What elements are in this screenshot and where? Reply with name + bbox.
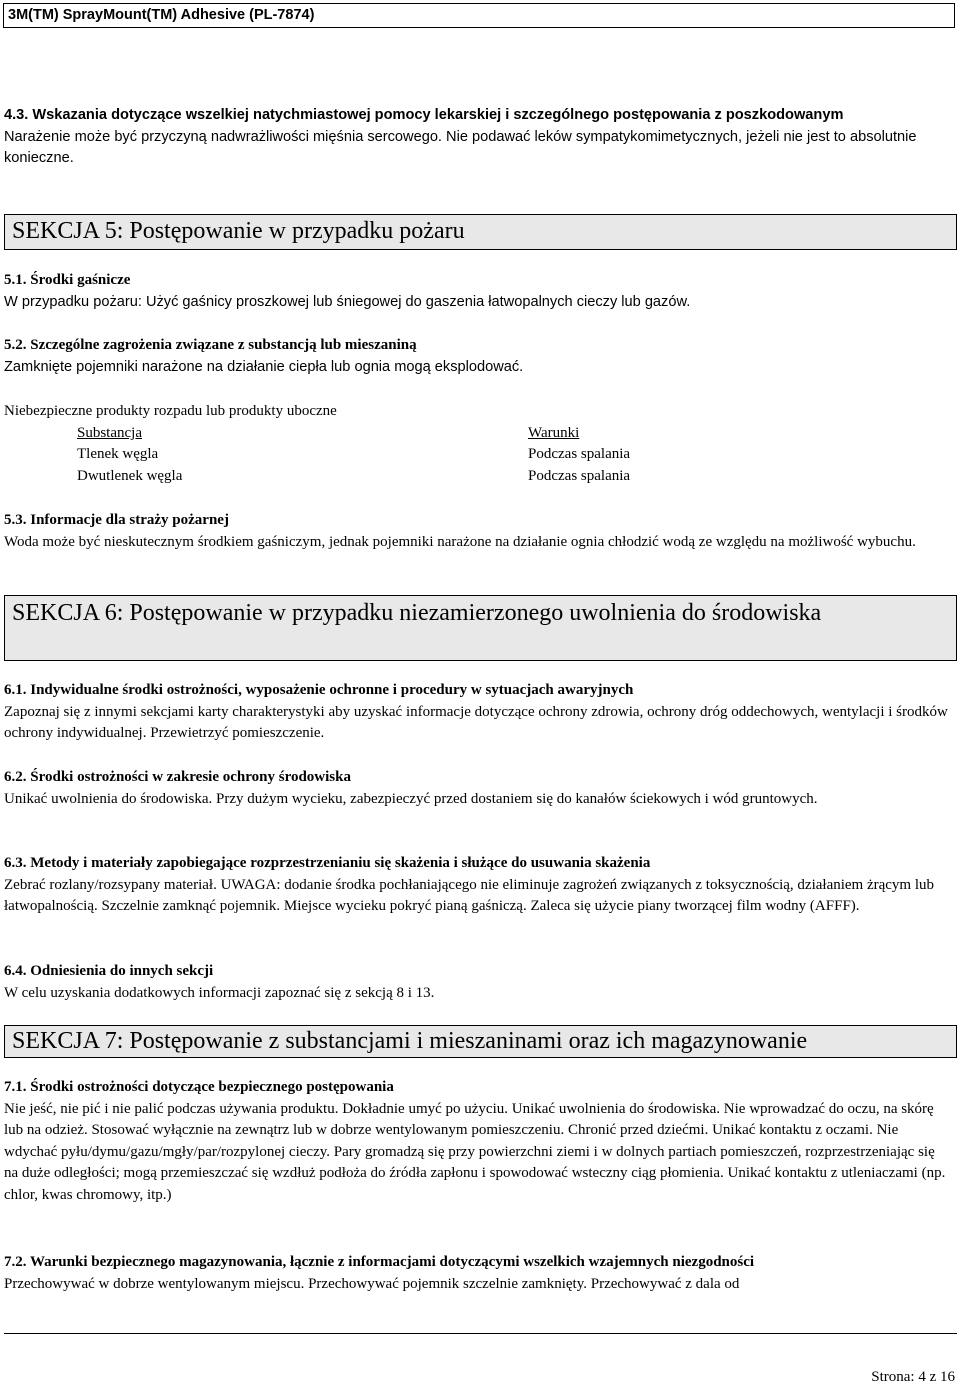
hazard-row-condition: Podczas spalania xyxy=(528,446,631,462)
subsection-heading: 4.3. Wskazania dotyczące wszelkiej natychmiastowej pomocy lekarskiej i szczególnego postępowania z poszkodowanym xyxy=(4,107,844,123)
subsection-heading: 5.3. Informacje dla straży pożarnej xyxy=(4,512,229,528)
subsection-heading: 6.3. Metody i materiały zapobiegające rozprzestrzenianiu się skażenia i służące do usuwania skażenia xyxy=(4,855,651,871)
subsection-heading: 7.2. Warunki bezpiecznego magazynowania, łącznie z informacjami dotyczącymi wszelkich wzajemnych niezgodności xyxy=(4,1254,755,1270)
subsection-7-1 xyxy=(4,1077,952,1206)
subsection-text: Przechowywać w dobrze wentylowanym miejscu. Przechowywać pojemnik szczelnie zamknięty. Przechowywać z dala od xyxy=(4,1275,740,1292)
hazard-heading: Niebezpieczne produkty rozpadu lub produkty uboczne xyxy=(4,403,337,419)
subsection-6-4 xyxy=(4,961,952,1004)
section-title: SEKCJA 7: Postępowanie z substancjami i mieszaninami oraz ich magazynowanie xyxy=(12,1028,808,1054)
section-6-header xyxy=(4,595,957,661)
subsection-heading: 7.1. Środki ostrożności dotyczące bezpiecznego postępowania xyxy=(4,1079,394,1095)
hazard-row-condition: Podczas spalania xyxy=(528,468,631,484)
footer-divider xyxy=(4,1333,957,1334)
subsection-6-1 xyxy=(4,680,952,745)
document-title: 3M(TM) SprayMount(TM) Adhesive (PL-7874) xyxy=(8,7,315,23)
subsection-heading: 5.2. Szczególne zagrożenia związane z substancją lub mieszaniną xyxy=(4,337,417,353)
subsection-5-2 xyxy=(4,335,952,378)
subsection-text: Zebrać rozlany/rozsypany materiał. UWAGA: dodanie środka pochłaniającego nie eliminuje zagrożeń związanych z toksycznością, działaniem żrącym lub łatwopalnością. Szczelnie zamknąć pojemnik. Miejsce wycieku pokryć pianą gaśniczą. Zaleca się użycie piany tworzącej film wodny (AFFF). xyxy=(4,876,935,914)
subsection-heading: 5.1. Środki gaśnicze xyxy=(4,272,131,288)
subsection-text: Zapoznaj się z innymi sekcjami karty charakterystyki aby uzyskać informacje dotyczące ochrony zdrowia, ochrony dróg oddechowych, wentylacji i środków ochrony indywidualnej. Przewietrzyć pomieszczenie. xyxy=(4,703,948,741)
section-5-header xyxy=(4,214,957,250)
subsection-text: Unikać uwolnienia do środowiska. Przy dużym wycieku, zabezpieczyć przed dostaniem się do kanałów ściekowych i wód gruntowych. xyxy=(4,790,818,807)
document-header xyxy=(3,3,955,28)
subsection-text: Narażenie może być przyczyną nadwrażliwości mięśnia sercowego. Nie podawać leków sympatykomimetycznych, jeżeli nie jest to absolutnie konieczne. xyxy=(4,128,917,166)
subsection-6-2 xyxy=(4,767,952,810)
subsection-text: Zamknięte pojemniki narażone na działanie ciepła lub ognia mogą eksplodować. xyxy=(4,358,524,375)
subsection-text: W celu uzyskania dodatkowych informacji zapoznać się z sekcją 8 i 13. xyxy=(4,984,435,1001)
subsection-6-3 xyxy=(4,853,952,918)
subsection-5-3 xyxy=(4,510,952,553)
hazard-row-substance: Tlenek węgla xyxy=(77,446,159,462)
section-title: SEKCJA 5: Postępowanie w przypadku pożaru xyxy=(12,218,465,244)
subsection-text: W przypadku pożaru: Użyć gaśnicy proszkowej lub śniegowej do gaszenia łatwopalnych cieczy lub gazów. xyxy=(4,293,691,310)
subsection-heading: 6.4. Odniesienia do innych sekcji xyxy=(4,963,214,979)
column-header-substance: Substancja xyxy=(77,425,142,441)
subsection-4-3 xyxy=(4,105,952,170)
hazard-products xyxy=(4,401,952,423)
section-title: SEKCJA 6: Postępowanie w przypadku niezamierzonego uwolnienia do środowiska xyxy=(12,600,822,626)
subsection-text: Nie jeść, nie pić i nie palić podczas używania produktu. Dokładnie umyć po użyciu. Unikać uwolnienia do środowiska. Nie wprowadzać do oczu, na skórę lub na odzież. Stosować wyłącznie na zewnątrz lub w dobrze wentylowanym pomieszczeniu. Chronić przed dziećmi. Unikać kontaktu z oczami. Nie wdychać pyłu/dymu/gazu/mgły/par/rozpylonej cieczy. Pary gromadzą się przy powierzchni ziemi i w dolnych partiach pomieszczeń, rozprzestrzeniając się na duże odległości; mogą przemieszczać się wzdłuż podłoża do źródła zapłonu i spowodować wsteczny ciąg płomienia. Unikać kontaktu z utleniaczami (np. chlor, kwas chromowy, itp.) xyxy=(4,1100,946,1203)
page-number: Strona: 4 z 16 xyxy=(871,1369,955,1385)
subsection-7-2 xyxy=(4,1252,952,1295)
subsection-5-1 xyxy=(4,270,952,313)
hazard-row-substance: Dwutlenek węgla xyxy=(77,468,183,484)
subsection-heading: 6.2. Środki ostrożności w zakresie ochrony środowiska xyxy=(4,769,351,785)
section-7-header xyxy=(4,1025,957,1058)
subsection-text: Woda może być nieskutecznym środkiem gaśniczym, jednak pojemniki narażone na działanie ognia chłodzić wodą ze względu na możliwość wybuchu. xyxy=(4,533,916,550)
subsection-heading: 6.1. Indywidualne środki ostrożności, wyposażenie ochronne i procedury w sytuacjach awaryjnych xyxy=(4,682,634,698)
column-header-conditions: Warunki xyxy=(528,425,580,441)
